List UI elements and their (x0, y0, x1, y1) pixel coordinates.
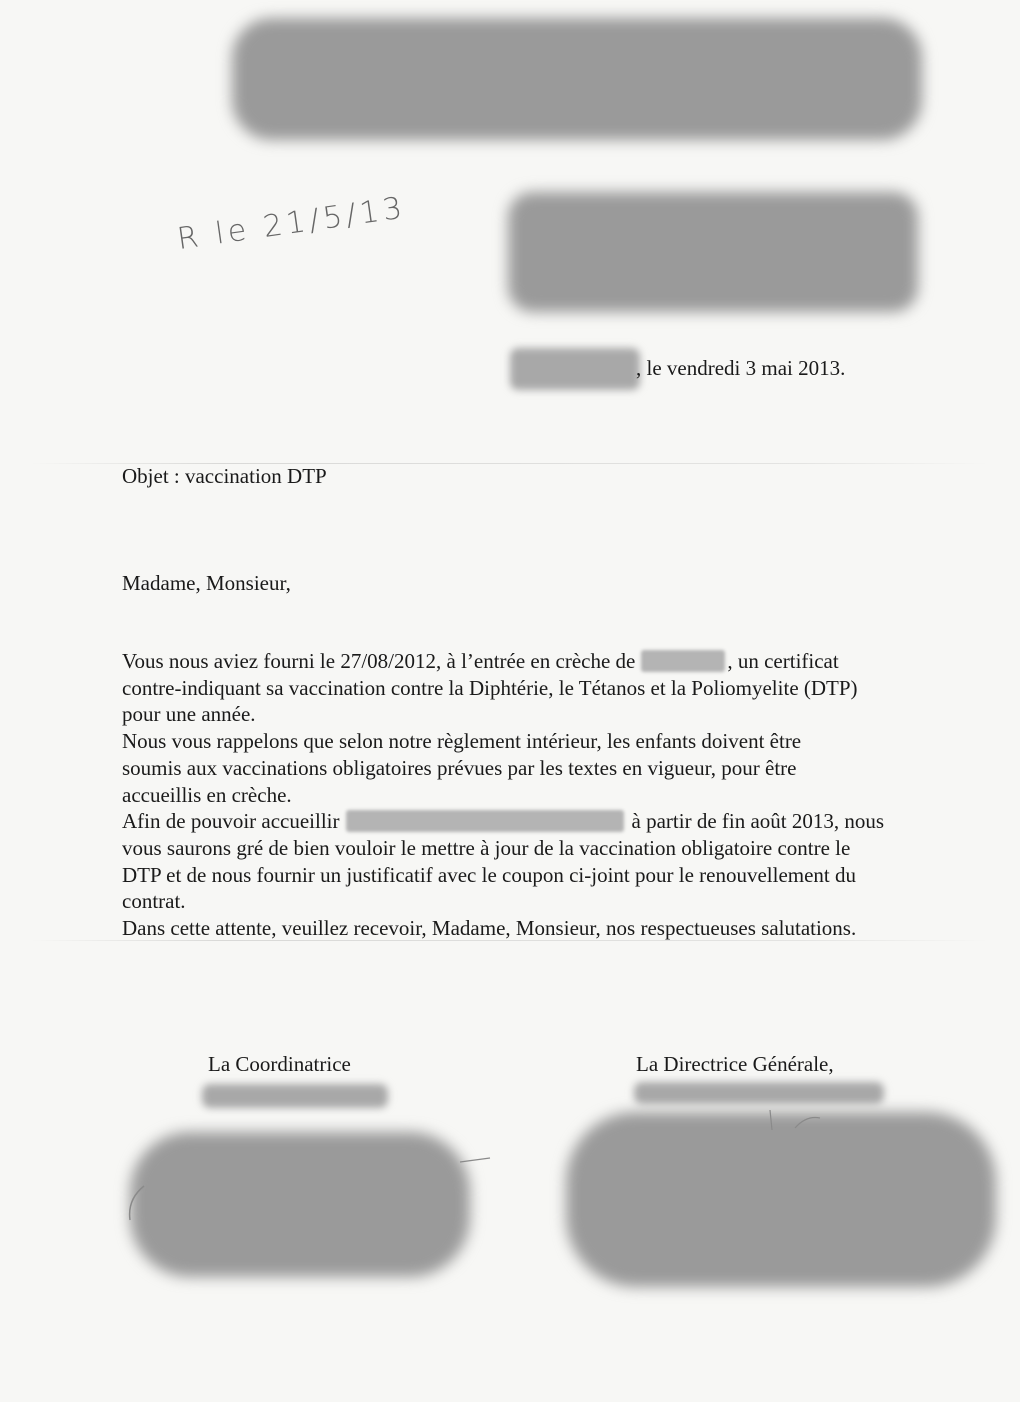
redacted-child-full-name (346, 810, 624, 832)
signature-stroke-right (740, 1100, 830, 1140)
body-line: contrat. (122, 889, 186, 914)
handwritten-annotation: R le 21/5/13 (175, 190, 409, 257)
signatory-right-title: La Directrice Générale, (636, 1052, 834, 1076)
body-line: soumis aux vaccinations obligatoires prévues par les textes en vigueur, pour être (122, 755, 797, 780)
redacted-recipient-address (508, 192, 918, 312)
redacted-child-name (641, 650, 725, 672)
body-line: accueillis en crèche. (122, 782, 292, 807)
signatory-left-title: La Coordinatrice (208, 1052, 351, 1076)
salutation: Madame, Monsieur, (122, 571, 291, 595)
body-line: pour une année. (122, 702, 256, 727)
letter-body (122, 648, 962, 942)
signature-stroke-left (120, 1150, 500, 1230)
body-line: vous saurons gré de bien vouloir le mettre à jour de la vaccination obligatoire contre le (122, 835, 851, 860)
body-line: Afin de pouvoir accueillir à partir de fin août 2013, nous (122, 809, 885, 834)
redacted-letterhead (232, 18, 922, 140)
date-line: , le vendredi 3 mai 2013. (636, 356, 846, 380)
body-line: Vous nous aviez fourni le 27/08/2012, à l’entrée en crèche de , un certificat (122, 649, 839, 673)
redacted-left-name (202, 1084, 388, 1108)
body-line: Dans cette attente, veuillez recevoir, Madame, Monsieur, nos respectueuses salutations. (122, 916, 857, 941)
subject-line: Objet : vaccination DTP (122, 464, 327, 488)
body-line: contre-indiquant sa vaccination contre la Diphtérie, le Tétanos et la Poliomyelite (DTP) (122, 675, 858, 700)
body-line: Nous vous rappelons que selon notre règlement intérieur, les enfants doivent être (122, 729, 802, 754)
body-line: DTP et de nous fournir un justificatif avec le coupon ci-joint pour le renouvellement du (122, 862, 857, 887)
redacted-city (510, 348, 640, 390)
